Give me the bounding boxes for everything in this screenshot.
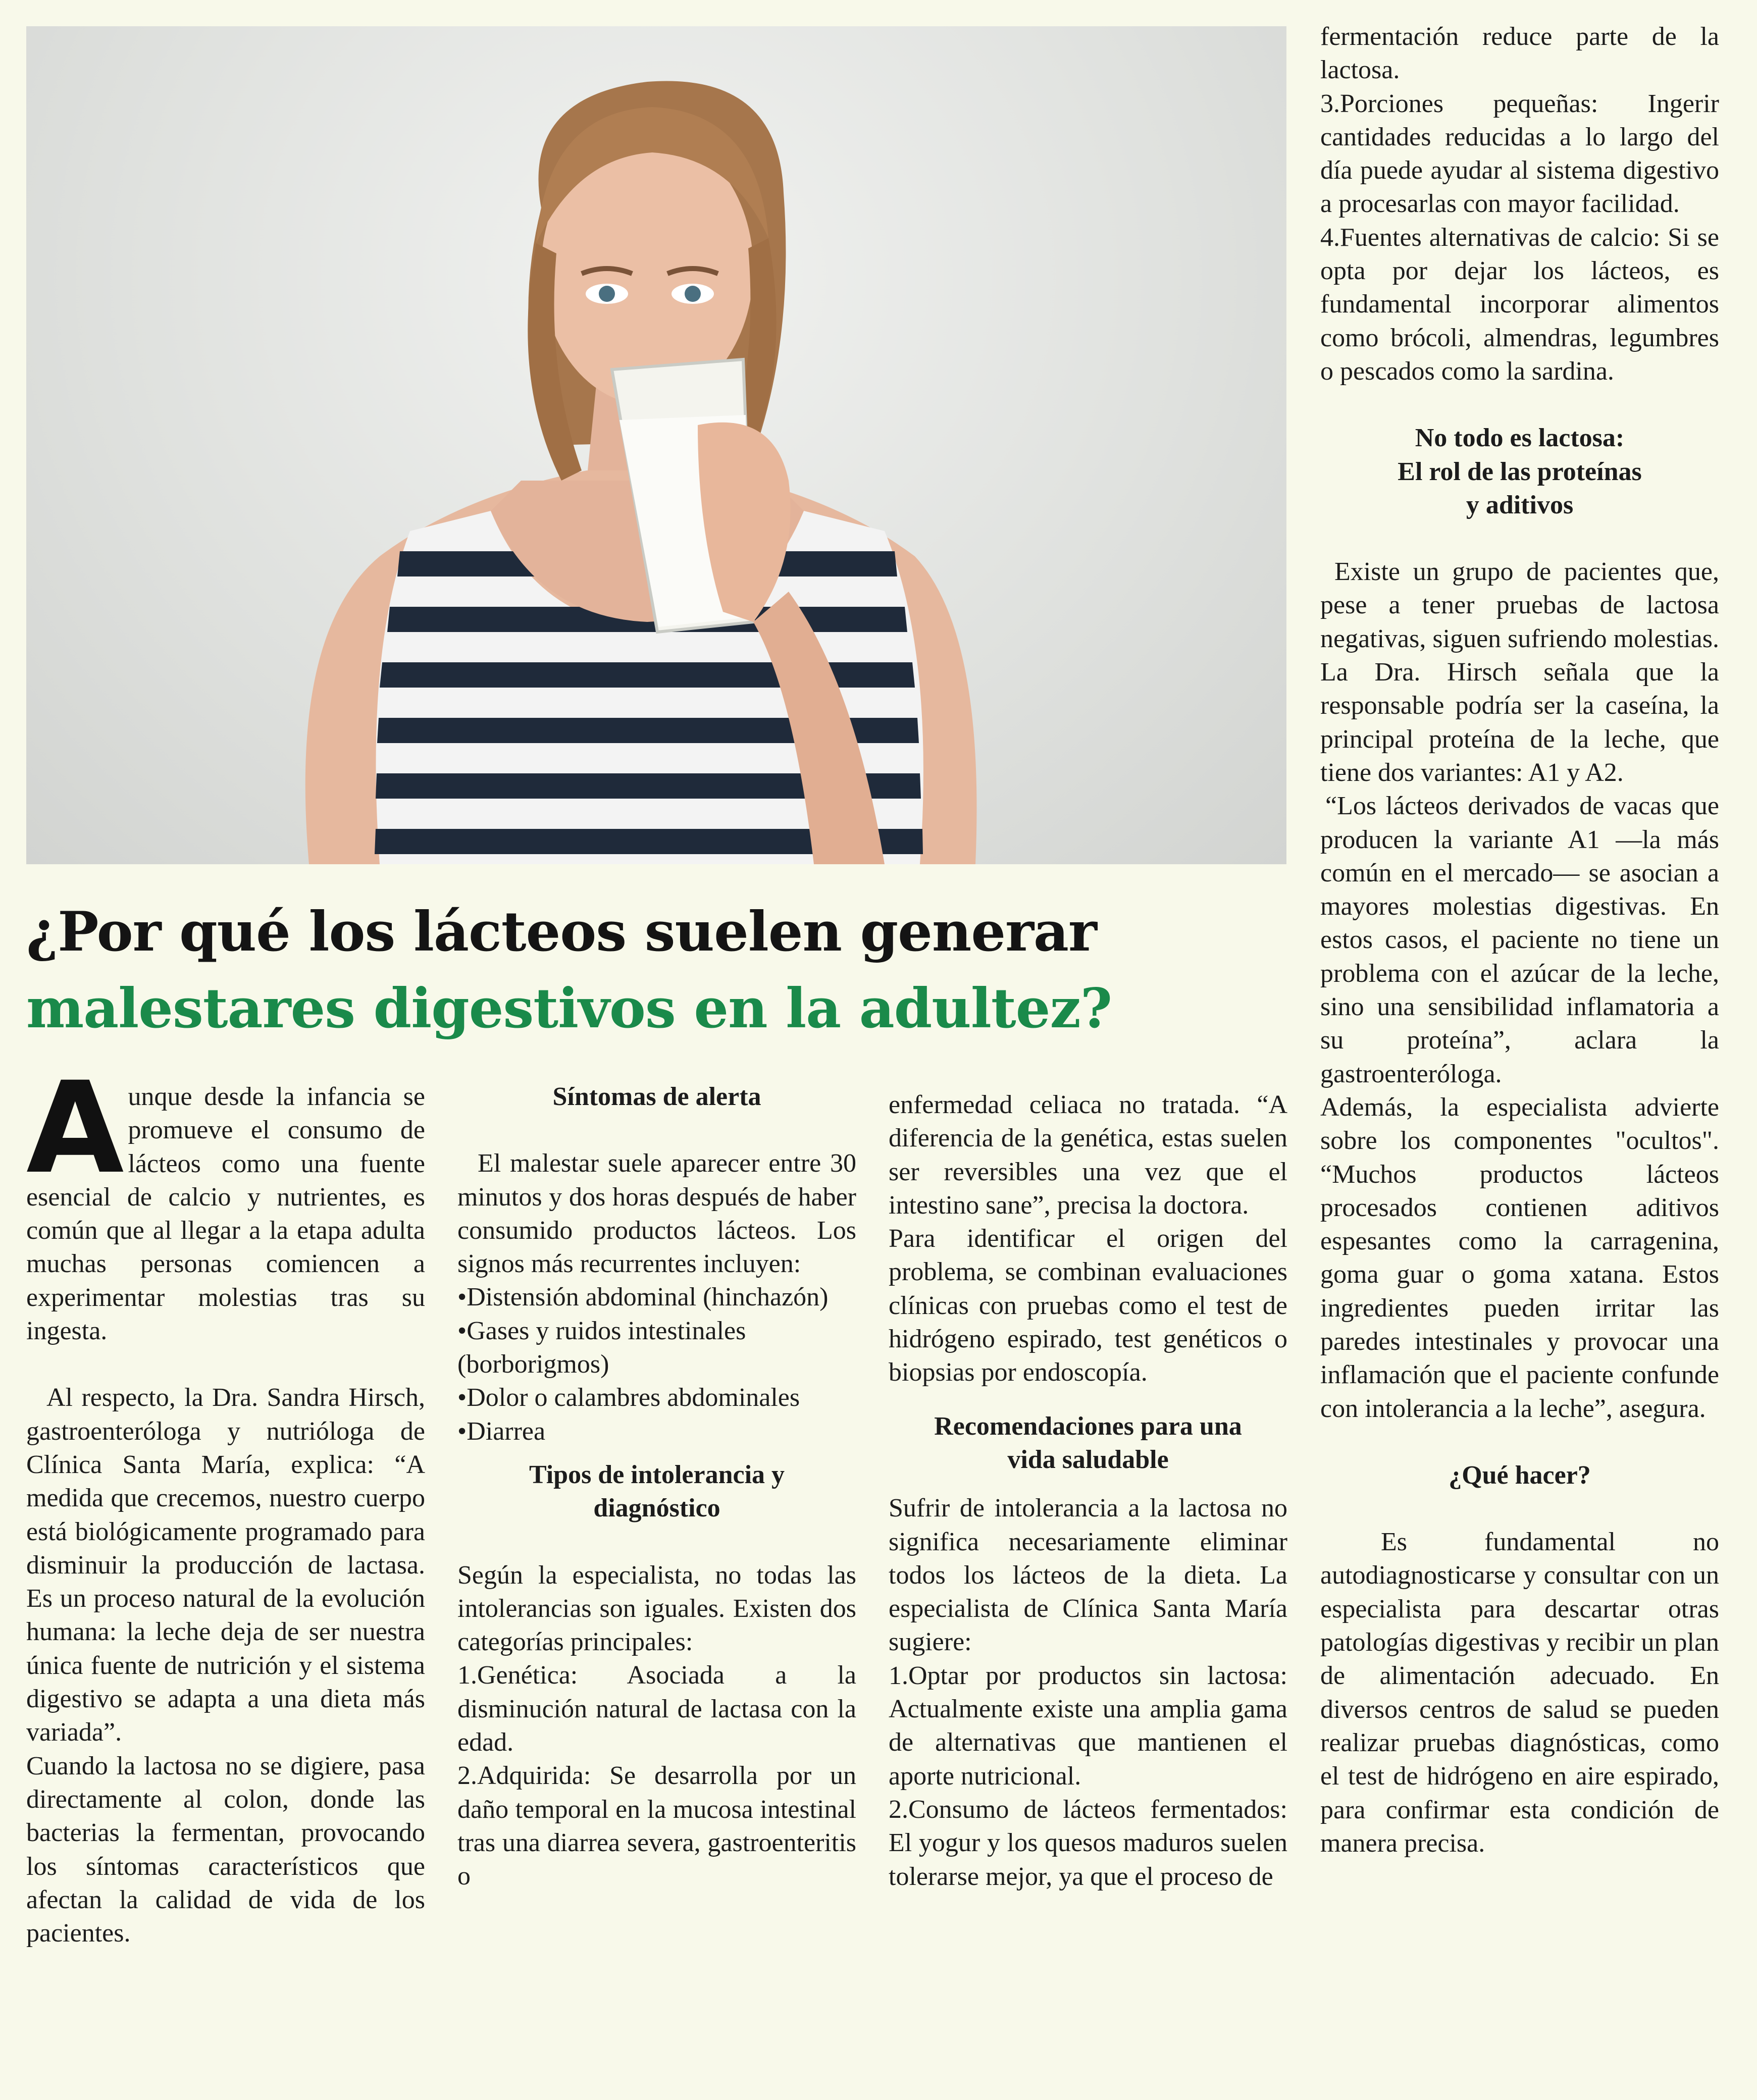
symptom-item-4: •Diarrea <box>457 1416 546 1446</box>
paragraph-grupo: Existe un grupo de pacientes que, pese a tener pruebas de lactosa negativas, siguen sufriendo molestias. La Dra. Hirsch señala que la responsable podría ser la caseína, la principal proteína de la leche, que tiene dos variantes: A1 y A2. <box>1320 557 1719 787</box>
paragraph-adquirida: 2.Adquirida: Se desarrolla por un daño temporal en la mucosa intestinal tras una diarrea severa, gastroenteritis o <box>457 1761 856 1891</box>
paragraph-celiaca: enfermedad celiaca no tratada. “A diferencia de la genética, estas suelen ser reversibles una vez que el intestino sane”, precisa la doctora. <box>889 1090 1287 1220</box>
column-1 <box>26 1055 425 1950</box>
paragraph-recomendaciones: Sufrir de intolerancia a la lactosa no significa necesariamente eliminar todos los lácteos de la dieta. La especialista de Clínica Santa María sugiere: <box>889 1494 1287 1657</box>
paragraph-fuentes: 4.Fuentes alternativas de calcio: Si se opta por dejar los lácteos, es fundamental incorporar alimentos como brócoli, almendras, legumbres o pescados como la sardina. <box>1320 223 1719 386</box>
heading-no-todo-line-1: No todo es lactosa: <box>1415 424 1625 453</box>
article-photo <box>26 26 1286 864</box>
symptom-item-3: •Dolor o calambres abdominales <box>457 1383 800 1412</box>
heading-que-hacer: ¿Qué hacer? <box>1449 1460 1591 1490</box>
drop-cap: A <box>26 1055 124 1201</box>
paragraph-vacas: “Los lácteos derivados de vacas que producen la variante A1 —la más común en el mercado— se asocian a mayores molestias digestivas. En estos casos, el paciente no tiene un problema con el azúcar de la leche, sino una sensibilidad inflamatoria a su proteína”, aclara la gastroenteróloga. <box>1320 792 1719 1088</box>
heading-sintomas: Síntomas de alerta <box>552 1082 761 1111</box>
heading-no-todo-line-2: El rol de las proteínas <box>1398 457 1642 486</box>
heading-no-todo-line-3: y aditivos <box>1466 490 1574 519</box>
paragraph-fermentacion: fermentación reduce parte de la lactosa. <box>1320 22 1719 85</box>
paragraph-sintomas: El malestar suele aparecer entre 30 minutos y dos horas después de haber consumido productos lácteos. Los signos más recurrentes incluyen: <box>457 1149 856 1279</box>
paragraph-que-hacer: Es fundamental no autodiagnosticarse y consultar con un especialista para descartar otras patologías digestivas y recibir un plan de alimentación adecuado. En diversos centros de salud se pueden realizar pruebas diagnósticas, como el test de hidrógeno en aire espirado, para confirmar esta condición de manera precisa. <box>1320 1528 1719 1858</box>
woman-drinking-milk-illustration <box>26 26 1286 864</box>
heading-recomendaciones: Recomendaciones para una vida saludable <box>934 1411 1242 1474</box>
paragraph-hirsch-explains: Al respecto, la Dra. Sandra Hirsch, gastroenteróloga y nutrióloga de Clínica Santa María, explica: “A medida que crecemos, nuestro cuerpo está biológicamente programado para disminuir la producción de lactasa. Es un proceso natural de la evolución humana: la leche deja de ser nuestra única fuente de nutrición y el sistema digestivo se adapta a una dieta más variada”. <box>26 1383 425 1747</box>
intro-paragraph <box>26 1055 425 1348</box>
paragraph-colon: Cuando la lactosa no se digiere, pasa directamente al colon, donde las bacterias la fermentan, provocando los síntomas característicos que afectan la calidad de vida de los pacientes. <box>26 1751 425 1948</box>
column-3 <box>889 1088 1287 1894</box>
heading-tipos: Tipos de intolerancia y diagnóstico <box>529 1460 785 1523</box>
intro-text: unque desde la infancia se promueve el consumo de lácteos como una fuente esencial de calcio y nutrientes, es común que al llegar a la etapa adulta muchas personas comiencen a experimentar molestias tras su ingesta. <box>26 1082 425 1346</box>
paragraph-ademas: Además, la especialista advierte sobre los componentes "ocultos". “Muchos productos lácteos procesados contienen aditivos espesantes como la carragenina, goma guar o goma xatana. Estos ingredientes pueden irritar las paredes intestinales y provocar una inflamación que el paciente confunde con intolerancia a la leche”, asegura. <box>1320 1092 1719 1423</box>
paragraph-identificar: Para identificar el origen del problema, se combinan evaluaciones clínicas con pruebas como el test de hidrógeno espirado, test genéticos o biopsias por endoscopía. <box>889 1224 1287 1387</box>
paragraph-consumo: 2.Consumo de lácteos fermentados: El yogur y los quesos maduros suelen tolerarse mejor, ya que el proceso de <box>889 1795 1287 1891</box>
paragraph-optar: 1.Optar por productos sin lactosa: Actualmente existe una amplia gama de alternativas que mantienen el aporte nutricional. <box>889 1661 1287 1791</box>
article-headline <box>26 894 1288 1047</box>
paragraph-genetica: 1.Genética: Asociada a la disminución natural de lactasa con la edad. <box>457 1661 856 1757</box>
symptom-item-1: •Distensión abdominal (hinchazón) <box>457 1283 829 1312</box>
column-4 <box>1320 20 1719 1860</box>
paragraph-porciones: 3.Porciones pequeñas: Ingerir cantidades reducidas a lo largo del día puede ayudar al sistema digestivo a procesarlas con mayor facilidad. <box>1320 89 1719 219</box>
symptom-item-2: •Gases y ruidos intestinales (borborigmos) <box>457 1316 746 1379</box>
headline-line-2: malestares digestivos en la adultez? <box>26 977 1112 1040</box>
paragraph-tipos: Según la especialista, no todas las intolerancias son iguales. Existen dos categorías principales: <box>457 1560 856 1657</box>
column-2 <box>457 1080 856 1894</box>
headline-line-1: ¿Por qué los lácteos suelen generar <box>26 900 1097 964</box>
